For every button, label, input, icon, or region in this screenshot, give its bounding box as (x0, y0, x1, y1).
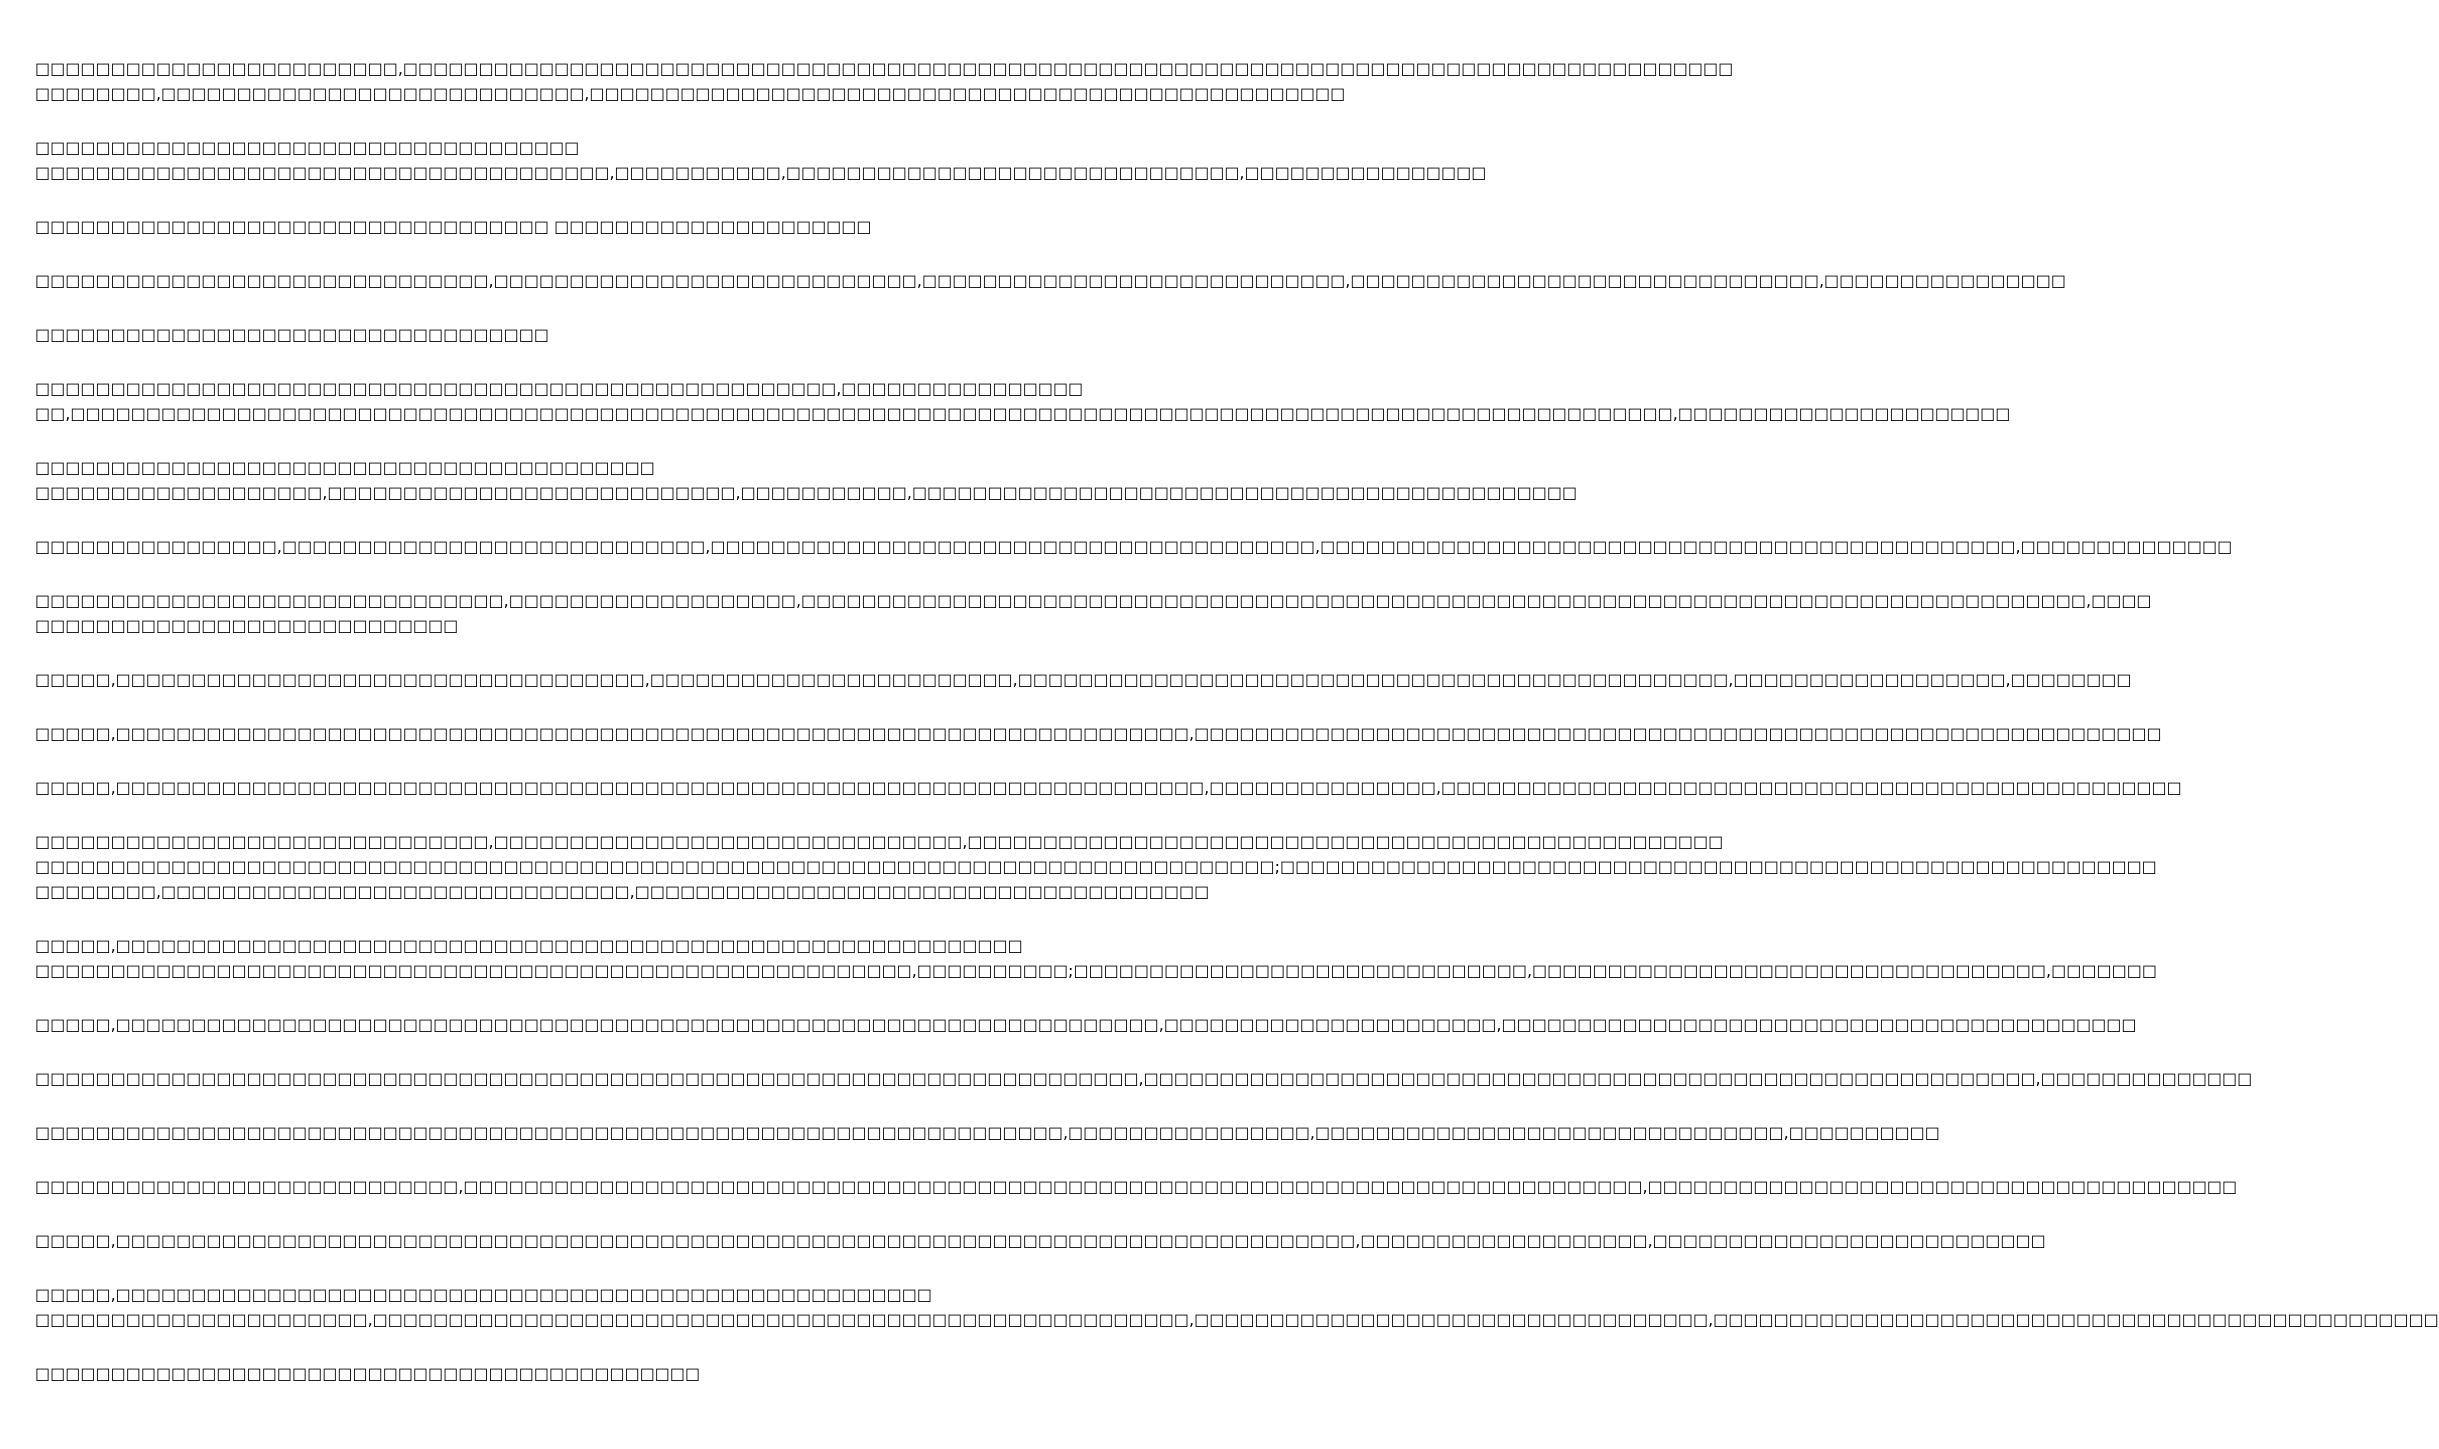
paragraph (35, 455, 1578, 505)
paragraph-gap (35, 426, 989, 455)
text-line: □□□□□,□□□□□□□□□□□□□□□□□□□□□□□□□□□□□□□□□□□□□□□□□□□□□□□□□□□□□□ (35, 1285, 932, 1304)
text-line: □□□□□□□□□□□□□□□□□□□□□□□□□□□□ (35, 616, 459, 635)
paragraph (35, 1361, 989, 1386)
document-page (35, 56, 2439, 1386)
paragraph (35, 1228, 2046, 1253)
text-line: □□□□□□□□□□□□□□□□□□□□□□□□□□□□,□□□□□□□□□□□□□□□□□□□□□□□□□□□□□□□□□□□□□□□□□□□□□□□□□□□□□□□□□□□□□□□□□□□□□□□□□□□□□□,□□□□□□□□□□□□□□□□□□□□□□□□□□□□□□□□□□□□□□□ (35, 1177, 2238, 1196)
paragraph-gap (35, 983, 989, 1012)
text-line: □□□□□,□□□□□□□□□□□□□□□□□□□□□□□□□□□□□□□□□□□,□□□□□□□□□□□□□□□□□□□□□□□□,□□□□□□□□□□□□□□□□□□□□□□□□□□□□□□□□□□□□□□□□□□□□□□□,□□□□□□□□□□□□□□□□□□,□□□□□□□□ (35, 670, 2132, 689)
paragraph (35, 376, 2011, 426)
paragraph-gap (35, 800, 989, 829)
text-line: □□□□□□□□□□□□□□□□□□□□□□□□□□□□□□□,□□□□□□□□□□□□□□□□□□□,□□□□□□□□□□□□□□□□□□□□□□□□□□□□□□□□□□□□□□□□□□□□□□□□□□□□□□□□□□□□□□□□□□□□□□□□□□□□□□□□□□□□□,□□□□ (35, 591, 2152, 610)
paragraph (35, 1066, 2253, 1091)
paragraph (35, 1120, 1940, 1145)
text-line: □□□□□□□□,□□□□□□□□□□□□□□□□□□□□□□□□□□□□,□□□□□□□□□□□□□□□□□□□□□□□□□□□□□□□□□□□□□□□□□□□□□□□□□□ (35, 84, 1346, 103)
text-line: □□□□□□□□□□□□□□□□□□□□□□□□□□□□□□,□□□□□□□□□□□□□□□□□□□□□□□□□□□□,□□□□□□□□□□□□□□□□□□□□□□□□□□□□,□□□□□□□□□□□□□□□□□□□□□□□□□□□□□□□,□□□□□□□□□□□□□□□□ (35, 271, 2066, 290)
paragraph-gap (35, 505, 989, 534)
paragraph (35, 1174, 2238, 1199)
text-line: □□□□□□□□□□□□□□□□,□□□□□□□□□□□□□□□□□□□□□□□□□□□□,□□□□□□□□□□□□□□□□□□□□□□□□□□□□□□□□□□□□□□□□,□□□□□□□□□□□□□□□□□□□□□□□□□□□□□□□□□□□□□□□□□□□□□□,□□□□□□□□□□□□□□ (35, 537, 2233, 556)
text-line: □□□□□□□□□□□□□□□□□□□□□□□□□□□□□□□□□□□□□□,□□□□□□□□□□□,□□□□□□□□□□□□□□□□□□□□□□□□□□□□□□,□□□□□□□□□□□□□□□□ (35, 163, 1487, 182)
paragraph-gap (35, 106, 989, 135)
text-line: □□□□□□□□□□□□□□□□□□□,□□□□□□□□□□□□□□□□□□□□□□□□□□□,□□□□□□□□□□□,□□□□□□□□□□□□□□□□□□□□□□□□□□□□□□□□□□□□□□□□□□□□ (35, 483, 1578, 502)
paragraph-gap (35, 1037, 989, 1066)
paragraph (35, 667, 2132, 692)
paragraph (35, 135, 1487, 185)
text-line: □□□□□□□□□□□□□□□□□□□□□□□□□□□□□□□□□□□□□□□□□□□□□□□□□□□□□□□□□□,□□□□□□□□□□;□□□□□□□□□□□□□□□□□□□□□□□□□□□□□□,□□□□□□□□□□□□□□□□□□□□□□□□□□□□□□□□□□,□□□□□□□ (35, 961, 2157, 980)
text-line: □□□□□□□□□□□□□□□□□□□□□□□□□□□□□□□□□□□□□□□□□ (35, 458, 655, 477)
paragraph (35, 829, 2157, 904)
text-line: □□□□□,□□□□□□□□□□□□□□□□□□□□□□□□□□□□□□□□□□□□□□□□□□□□□□□□□□□□□□□□□□□□ (35, 936, 1023, 955)
paragraph-gap (35, 638, 989, 667)
paragraph (35, 214, 989, 239)
paragraph-gap (35, 347, 989, 376)
text-line: □□□□□,□□□□□□□□□□□□□□□□□□□□□□□□□□□□□□□□□□□□□□□□□□□□□□□□□□□□□□□□□□□□□□□□□□□□□,□□□□□□□□□□□□□□□□□□□□□□,□□□□□□□□□□□□□□□□□□□□□□□□□□□□□□□□□□□□□□□□□□ (35, 1015, 2137, 1034)
paragraph-gap (35, 1253, 989, 1282)
paragraph (35, 268, 2066, 293)
paragraph-gap (35, 746, 989, 775)
text-line: □□□□□□□□□□□□□□□□□□□□□□,□□□□□□□□□□□□□□□□□□□□□□□□□□□□□□□□□□□□□□□□□□□□□□□□□□□□□□,□□□□□□□□□□□□□□□□□□□□□□□□□□□□□□□□□□,□□□□□□□□□□□□□□□□□□□□□□□□□□□□□□□□□□□□□□□□□□□□□□□□ (35, 1310, 2439, 1329)
paragraph (35, 588, 2152, 638)
paragraph (35, 721, 2162, 746)
paragraph (35, 56, 1734, 106)
text-line: □□□□□□□□□□□□□□□□□□□□□□□□□□□□□□□□□□□□□□□□□□□□□□□□□□□□□□□□□□□□□□□□□□□□□□□□□,□□□□□□□□□□□□□□□□□□□□□□□□□□□□□□□□□□□□□□□□□□□□□□□□□□□□□□□□□□□,□□□□□□□□□□□□□□ (35, 1069, 2253, 1088)
text-line: □□□□□,□□□□□□□□□□□□□□□□□□□□□□□□□□□□□□□□□□□□□□□□□□□□□□□□□□□□□□□□□□□□□□□□□□□□□□□,□□□□□□□□□□□□□□□□□□□□□□□□□□□□□□□□□□□□□□□□□□□□□□□□□□□□□□□□□□□□□□□□ (35, 724, 2162, 743)
paragraph-gap (35, 692, 989, 721)
paragraph (35, 933, 2157, 983)
paragraph (35, 534, 2233, 559)
paragraph-gap (35, 239, 989, 268)
paragraph (35, 1012, 2137, 1037)
paragraph-gap (35, 293, 989, 322)
paragraph-gap (35, 1199, 989, 1228)
text-line: □□□□□□□□□□□□□□□□□□□□□□□□,□□□□□□□□□□□□□□□□□□□□□□□□□□□□□□□□□□□□□□□□□□□□□□□□□□□□□□□□□□□□□□□□□□□□□□□□□□□□□□□□□□□□□□□□ (35, 59, 1734, 78)
paragraph-gap (35, 1145, 989, 1174)
text-line: □□,□□□□□□□□□□□□□□□□□□□□□□□□□□□□□□□□□□□□□□□□□□□□□□□□□□□□□□□□□□□□□□□□□□□□□□□□□□□□□□□□□□□□□□□□□□□□□□□□□□□□□□□□□□,□□□□□□□□□□□□□□□□□□□□□□ (35, 404, 2011, 423)
text-line: □□□□□,□□□□□□□□□□□□□□□□□□□□□□□□□□□□□□□□□□□□□□□□□□□□□□□□□□□□□□□□□□□□□□□□□□□□□□□□□□□□□□□□□□,□□□□□□□□□□□□□□□□□□□,□□□□□□□□□□□□□□□□□□□□□□□□□□ (35, 1231, 2046, 1250)
paragraph (35, 1282, 2439, 1332)
text-line: □□□□□□□□□□□□□□□□□□□□□□□□□□□□□□□□□□□□□□□□□□□□ (35, 1364, 701, 1383)
text-line: □□□□□□□□□□□□□□□□□□□□□□□□□□□□□□,□□□□□□□□□□□□□□□□□□□□□□□□□□□□□□□,□□□□□□□□□□□□□□□□□□□□□□□□□□□□□□□□□□□□□□□□□□□□□□□□□□ (35, 832, 1724, 851)
text-line: □□□□□□□□□□□□□□□□□□□□□□□□□□□□□□□□□□□□ (35, 138, 580, 157)
text-line: □□□□□□□□,□□□□□□□□□□□□□□□□□□□□□□□□□□□□□□□,□□□□□□□□□□□□□□□□□□□□□□□□□□□□□□□□□□□□□□ (35, 882, 1210, 901)
text-line: □□□□□□□□□□□□□□□□□□□□□□□□□□□□□□□□□□ □□□□□□□□□□□□□□□□□□□□□ (35, 217, 872, 236)
paragraph-gap (35, 185, 989, 214)
paragraph-gap (35, 559, 989, 588)
text-line: □□□□□□□□□□□□□□□□□□□□□□□□□□□□□□□□□□□□□□□□□□□□□□□□□□□□□□□□□□□□□□□□□□□□□□□□□□□□□□□□□□;□□□□□□□□□□□□□□□□□□□□□□□□□□□□□□□□□□□□□□□□□□□□□□□□□□□□□□□□□□ (35, 857, 2157, 876)
text-line: □□□□□,□□□□□□□□□□□□□□□□□□□□□□□□□□□□□□□□□□□□□□□□□□□□□□□□□□□□□□□□□□□□□□□□□□□□□□□□,□□□□□□□□□□□□□□□,□□□□□□□□□□□□□□□□□□□□□□□□□□□□□□□□□□□□□□□□□□□□□□□□□ (35, 778, 2182, 797)
paragraph (35, 775, 2182, 800)
paragraph-gap (35, 904, 989, 933)
text-line: □□□□□□□□□□□□□□□□□□□□□□□□□□□□□□□□□□□□□□□□□□□□□□□□□□□□□,□□□□□□□□□□□□□□□□ (35, 379, 1084, 398)
text-line: □□□□□□□□□□□□□□□□□□□□□□□□□□□□□□□□□□□□□□□□□□□□□□□□□□□□□□□□□□□□□□□□□□□□,□□□□□□□□□□□□□□□□,□□□□□□□□□□□□□□□□□□□□□□□□□□□□□□□,□□□□□□□□□□ (35, 1123, 1940, 1142)
paragraph (35, 322, 989, 347)
paragraph-gap (35, 1332, 989, 1361)
paragraph-gap (35, 1091, 989, 1120)
text-line: □□□□□□□□□□□□□□□□□□□□□□□□□□□□□□□□□□ (35, 325, 549, 344)
